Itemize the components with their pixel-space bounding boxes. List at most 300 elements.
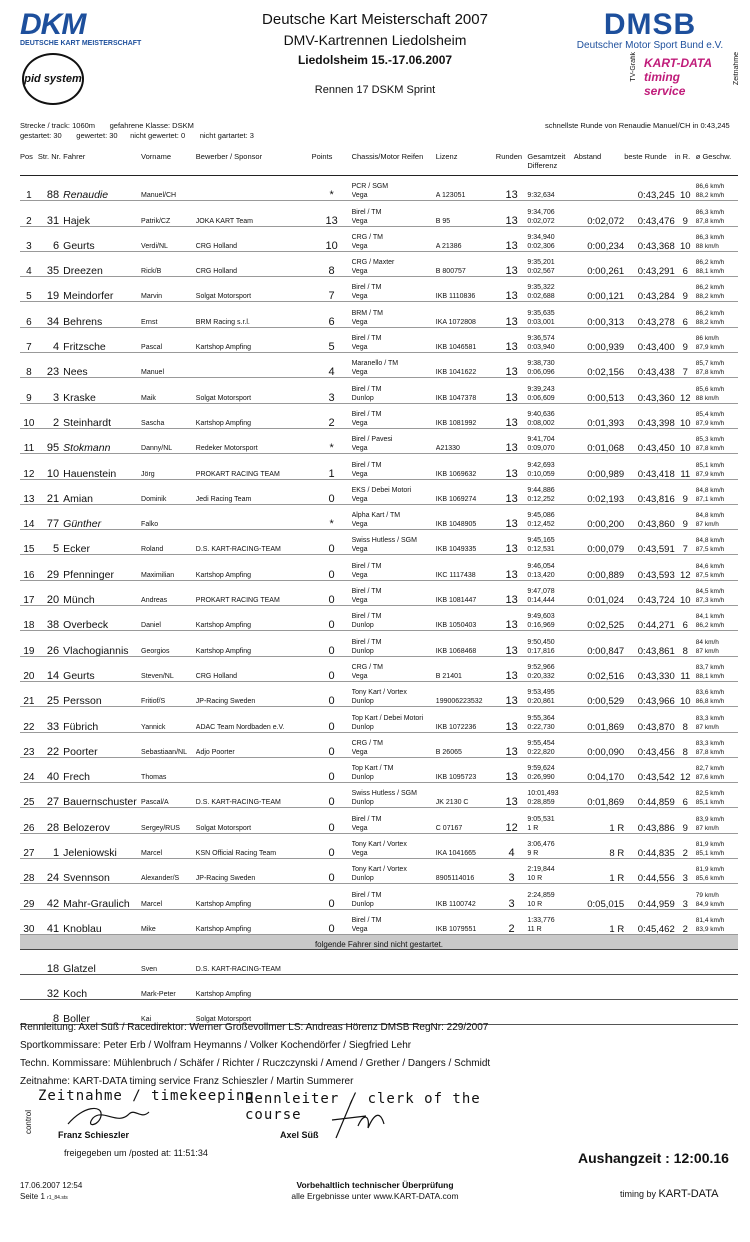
laps: 3 [496, 859, 528, 884]
points: * [312, 176, 352, 201]
best-lap: 0:43,860 [624, 504, 675, 529]
table-row [20, 757, 738, 782]
laps: 13 [496, 353, 528, 378]
officials-line: Techn. Kommissare: Mühlenbruch / Schäfer / Richter / Ruczczynski / Amend / Grether / Dangers / Schmidt [20, 1058, 491, 1069]
total-time [527, 378, 573, 403]
team-name: D.S. KART-RACING-TEAM [196, 783, 312, 808]
speed [696, 353, 738, 378]
driver-name: Amian [63, 479, 141, 504]
points: 5 [312, 327, 352, 352]
license: IKB 1069274 [436, 479, 496, 504]
team-name: Solgat Motorsport [196, 277, 312, 302]
points: 0 [312, 884, 352, 909]
total-time-top: 2:19,844 [527, 866, 555, 874]
team-name: Kartshop Ampfing [196, 974, 738, 999]
points: 6 [312, 302, 352, 327]
license: B 21401 [436, 656, 496, 681]
chassis-tyre-bottom: Vega [351, 242, 368, 250]
chassis-tyre [352, 403, 436, 428]
page-header [200, 10, 550, 98]
timekeeping-label: Zeitnahme / timekeeping [38, 1088, 255, 1104]
position: 7 [20, 327, 38, 352]
team-name: CRG Holland [196, 251, 312, 276]
first-name: Pascal [141, 327, 196, 352]
best-lap: 0:45,462 [624, 909, 675, 934]
race-info [20, 121, 254, 141]
col-license: Lizenz [436, 151, 496, 176]
position: 21 [20, 681, 38, 706]
driver-name: Fübrich [63, 707, 141, 732]
best-lap-number: 12 [675, 757, 696, 782]
speed-bottom: 88 km/h [695, 394, 719, 402]
chassis-tyre-top: Swiss Hutless / SGM [351, 790, 417, 798]
gap: 0:02,156 [574, 353, 625, 378]
speed [696, 504, 738, 529]
total-time [527, 530, 573, 555]
total-time-bottom: 11 R [527, 925, 542, 933]
speed [696, 580, 738, 605]
license: IKB 1110836 [436, 277, 496, 302]
driver-name: Svennson [63, 859, 141, 884]
chassis-tyre-top: Birel / TM [351, 815, 382, 823]
col-team: Bewerber / Sponsor [196, 151, 312, 176]
total-time [527, 757, 573, 782]
speed [696, 226, 738, 251]
chassis-tyre-bottom: Vega [351, 318, 368, 326]
position: 5 [20, 277, 38, 302]
license: IKB 1068468 [436, 631, 496, 656]
gap: 0:01,068 [574, 428, 625, 453]
total-time-bottom: 10 R [527, 900, 543, 908]
license: IKB 1081447 [436, 580, 496, 605]
laps: 13 [496, 757, 528, 782]
total-time [527, 732, 573, 757]
not-started-count: nicht gartartet: 3 [199, 131, 254, 140]
license: IKB 1100742 [436, 884, 496, 909]
start-number: 28 [38, 808, 63, 833]
laps: 13 [496, 732, 528, 757]
points: 0 [312, 606, 352, 631]
speed-top: 83,3 km/h [695, 739, 725, 747]
laps: 13 [496, 504, 528, 529]
chassis-tyre-bottom: Vega [351, 445, 368, 453]
chassis-tyre-bottom: Dunlop [351, 875, 374, 883]
start-number: 19 [38, 277, 63, 302]
speed-bottom: 86,8 km/h [695, 698, 725, 706]
total-time-bottom: 0:16,969 [527, 622, 555, 630]
license: IKB 1081992 [436, 403, 496, 428]
laps: 13 [496, 555, 528, 580]
speed-bottom: 88,2 km/h [695, 318, 725, 326]
laps: 13 [496, 454, 528, 479]
speed-bottom: 85,1 km/h [695, 799, 725, 807]
first-name: Dominik [141, 479, 196, 504]
driver-name: Vlachogiannis [63, 631, 141, 656]
total-time-top: 9:49,603 [527, 613, 555, 621]
chassis-tyre-top: Top Kart / TM [351, 765, 394, 773]
position: 25 [20, 783, 38, 808]
total-time-top: 9:35,322 [527, 284, 555, 292]
start-number: 32 [38, 974, 63, 999]
col-first: Vorname [141, 151, 196, 176]
driver-name: Glatzel [63, 949, 141, 974]
chassis-tyre-bottom: Dunlop [351, 394, 374, 402]
best-lap-number: 9 [675, 277, 696, 302]
race-class: gefahrene Klasse: DSKM [109, 121, 194, 130]
driver-name: Steinhardt [63, 403, 141, 428]
table-row [20, 403, 738, 428]
first-name: Fritiof/S [141, 681, 196, 706]
total-time-bottom: 0:20,332 [527, 672, 555, 680]
table-row [20, 909, 738, 934]
dkm-logo-sub: DEUTSCHE KART MEISTERSCHAFT [20, 40, 142, 47]
best-lap-number: 10 [675, 176, 696, 201]
chassis-tyre-bottom: Vega [351, 470, 368, 478]
position: 2 [20, 201, 38, 226]
kd-mark: KART-DATA timing service [644, 56, 712, 98]
license: B 26065 [436, 732, 496, 757]
total-time-top: 9:59,624 [527, 765, 555, 773]
speed [696, 808, 738, 833]
chassis-tyre-bottom: Dunlop [351, 799, 374, 807]
license: A21330 [436, 428, 496, 453]
chassis-tyre-top: Birel / Pavesi [351, 436, 393, 444]
total-time [527, 504, 573, 529]
total-time-bottom: 0:22,820 [527, 748, 555, 756]
first-name: Sebastiaan/NL [141, 732, 196, 757]
start-number: 25 [38, 681, 63, 706]
not-started-banner [20, 934, 738, 949]
first-name: Mark-Peter [141, 974, 196, 999]
chassis-tyre-top: EKS / Debei Motori [351, 486, 412, 494]
driver-name: Günther [63, 504, 141, 529]
speed-top: 86,3 km/h [695, 233, 725, 241]
position: 24 [20, 757, 38, 782]
driver-name: Geurts [63, 656, 141, 681]
col-total: Gesamtzeit Differenz [527, 151, 573, 176]
best-lap: 0:43,456 [624, 732, 675, 757]
total-time [527, 403, 573, 428]
start-number: 24 [38, 859, 63, 884]
franz-name: Franz Schieszler [58, 1130, 130, 1140]
chassis-tyre [352, 555, 436, 580]
chassis-tyre [352, 656, 436, 681]
best-lap: 0:43,284 [624, 277, 675, 302]
chassis-tyre-top: Tony Kart / Vortex [351, 689, 407, 697]
speed-bottom: 87,5 km/h [695, 571, 725, 579]
total-time [527, 783, 573, 808]
total-time [527, 327, 573, 352]
total-time-bottom: 0:12,452 [527, 521, 555, 529]
team-name: JP-Racing Sweden [196, 681, 312, 706]
team-name: JP-Racing Sweden [196, 859, 312, 884]
chassis-tyre-bottom: Vega [351, 419, 368, 427]
laps: 13 [496, 707, 528, 732]
chassis-tyre [352, 580, 436, 605]
total-time-top: 3:06,476 [527, 841, 555, 849]
first-name: Marvin [141, 277, 196, 302]
speed-top: 84,8 km/h [695, 512, 725, 520]
first-name: Sascha [141, 403, 196, 428]
chassis-tyre [352, 226, 436, 251]
laps: 13 [496, 783, 528, 808]
page-number: Seite 1 [20, 1192, 45, 1201]
speed-top: 81,9 km/h [695, 866, 725, 874]
table-row [20, 428, 738, 453]
laps: 13 [496, 277, 528, 302]
chassis-tyre-top: Birel / TM [351, 410, 382, 418]
speed-top: 86,2 km/h [695, 309, 725, 317]
first-name: Sergey/RUS [141, 808, 196, 833]
chassis-tyre-top: Maranello / TM [351, 360, 399, 368]
chassis-tyre [352, 631, 436, 656]
speed-top: 86 km/h [695, 335, 719, 343]
best-lap: 0:43,368 [624, 226, 675, 251]
driver-name: Mahr-Graulich [63, 884, 141, 909]
total-time [527, 555, 573, 580]
speed [696, 681, 738, 706]
speed [696, 833, 738, 858]
officials-line: Zeitnahme: KART-DATA timing service Franz Schieszler / Martin Summerer [20, 1076, 354, 1087]
gap: 0:00,939 [574, 327, 625, 352]
col-gap: Abstand [574, 151, 625, 176]
speed [696, 277, 738, 302]
total-time [527, 707, 573, 732]
total-time-bottom: 0:08,002 [527, 419, 555, 427]
dmsb-logo [565, 10, 735, 51]
best-lap-number: 9 [675, 504, 696, 529]
chassis-tyre [352, 302, 436, 327]
speed-top: 86,6 km/h [695, 183, 725, 191]
laps: 13 [496, 530, 528, 555]
start-number: 3 [38, 378, 63, 403]
best-lap: 0:44,556 [624, 859, 675, 884]
event-date: Liedolsheim 15.-17.06.2007 [297, 53, 453, 67]
print-date: 17.06.2007 12:54 [20, 1181, 83, 1190]
laps: 13 [496, 378, 528, 403]
driver-name: Bauernschuster [63, 783, 141, 808]
chassis-tyre-bottom: Vega [351, 369, 368, 377]
speed [696, 631, 738, 656]
driver-name: Hajek [63, 201, 141, 226]
speed-top: 82,5 km/h [695, 790, 725, 798]
best-lap-number: 12 [675, 378, 696, 403]
position: 30 [20, 909, 38, 934]
total-time [527, 479, 573, 504]
chassis-tyre [352, 428, 436, 453]
table-row [20, 555, 738, 580]
gap: 0:01,869 [574, 783, 625, 808]
speed [696, 302, 738, 327]
best-lap: 0:43,870 [624, 707, 675, 732]
first-name: Thomas [141, 757, 196, 782]
chassis-tyre [352, 757, 436, 782]
fastest-lap: schnellste Runde von Renaudie Manuel/CH in 0:43,245 [545, 121, 730, 130]
position: 17 [20, 580, 38, 605]
dkm-logo [20, 10, 150, 47]
chassis-tyre-bottom: Vega [351, 268, 368, 276]
chassis-tyre [352, 353, 436, 378]
points: 4 [312, 353, 352, 378]
best-lap: 0:43,418 [624, 454, 675, 479]
speed-bottom: 87 km/h [695, 647, 719, 655]
results-url: alle Ergebnisse unter www.KART-DATA.com [291, 1191, 459, 1201]
first-name: Andreas [141, 580, 196, 605]
first-name: Marcel [141, 833, 196, 858]
best-lap-number: 10 [675, 681, 696, 706]
dmsb-logo-word: DMSB [603, 8, 697, 41]
best-lap: 0:43,245 [624, 176, 675, 201]
chassis-tyre [352, 732, 436, 757]
gap: 0:00,513 [574, 378, 625, 403]
best-lap-number: 7 [675, 353, 696, 378]
total-time-bottom: 0:02,072 [527, 217, 555, 225]
speed-bottom: 87,8 km/h [695, 217, 725, 225]
driver-name: Jeleniowski [63, 833, 141, 858]
speed-top: 86,3 km/h [695, 208, 725, 216]
axel-signature [328, 1094, 388, 1144]
team-name: Kartshop Ampfing [196, 631, 312, 656]
gap: 0:01,393 [574, 403, 625, 428]
first-name: Mike [141, 909, 196, 934]
total-time-top: 2:24,859 [527, 891, 555, 899]
points: * [312, 504, 352, 529]
chassis-tyre-bottom: Vega [351, 344, 368, 352]
dns-row [20, 974, 738, 999]
laps: 13 [496, 327, 528, 352]
points: 0 [312, 656, 352, 681]
total-time-bottom: 0:10,059 [527, 470, 555, 478]
speed [696, 327, 738, 352]
table-row [20, 732, 738, 757]
driver-name: Renaudie [63, 176, 141, 201]
dmsb-logo-sub: Deutscher Motor Sport Bund e.V. [576, 40, 724, 51]
best-lap: 0:43,278 [624, 302, 675, 327]
speed-bottom: 87,6 km/h [695, 774, 725, 782]
results-table [20, 151, 738, 1025]
points: 10 [312, 226, 352, 251]
first-name: Georgios [141, 631, 196, 656]
total-time-bottom: 0:06,096 [527, 369, 555, 377]
chassis-tyre-bottom: Dunlop [351, 647, 374, 655]
points: 0 [312, 479, 352, 504]
start-number: 41 [38, 909, 63, 934]
chassis-tyre-top: Birel / TM [351, 461, 382, 469]
table-row [20, 808, 738, 833]
team-name: Kartshop Ampfing [196, 909, 312, 934]
speed-top: 84,6 km/h [695, 562, 725, 570]
total-time [527, 277, 573, 302]
team-name: Kartshop Ampfing [196, 403, 312, 428]
total-time-bottom: 0:02,688 [527, 293, 555, 301]
chassis-tyre [352, 504, 436, 529]
team-name: BRM Racing s.r.l. [196, 302, 312, 327]
speed-bottom: 84,9 km/h [695, 900, 725, 908]
speed-bottom: 87,3 km/h [695, 597, 725, 605]
position: 6 [20, 302, 38, 327]
speed-bottom: 87,8 km/h [695, 445, 725, 453]
chassis-tyre-bottom: Vega [351, 521, 368, 529]
team-name [196, 176, 312, 201]
total-time-top: 9:46,054 [527, 562, 555, 570]
team-name: Kartshop Ampfing [196, 606, 312, 631]
points: 0 [312, 580, 352, 605]
total-time-bottom: 0:12,252 [527, 495, 555, 503]
speed-bottom: 85,1 km/h [695, 850, 725, 858]
points: 0 [312, 732, 352, 757]
best-lap-number: 10 [675, 403, 696, 428]
best-lap-number: 9 [675, 201, 696, 226]
speed-bottom: 87,1 km/h [695, 495, 725, 503]
start-number: 8 [38, 999, 63, 1024]
start-number: 34 [38, 302, 63, 327]
points: 8 [312, 251, 352, 276]
speed-top: 86,2 km/h [695, 259, 725, 267]
col-no: Str. Nr. [38, 151, 63, 176]
best-lap-number: 9 [675, 479, 696, 504]
gap: 1 R [574, 808, 625, 833]
total-time [527, 454, 573, 479]
total-time-bottom: 0:13,420 [527, 571, 555, 579]
laps: 13 [496, 302, 528, 327]
start-number: 23 [38, 353, 63, 378]
chassis-tyre-top: BRM / TM [351, 309, 383, 317]
table-row [20, 859, 738, 884]
position: 29 [20, 884, 38, 909]
points: 0 [312, 530, 352, 555]
position [20, 949, 38, 974]
speed-top: 83,9 km/h [695, 815, 725, 823]
position: 26 [20, 808, 38, 833]
table-row [20, 606, 738, 631]
start-number: 27 [38, 783, 63, 808]
driver-name: Behrens [63, 302, 141, 327]
team-name: CRG Holland [196, 656, 312, 681]
first-name: Pascal/A [141, 783, 196, 808]
chassis-tyre-bottom: Vega [351, 824, 368, 832]
chassis-tyre-bottom: Vega [351, 672, 368, 680]
chassis-tyre-bottom: Vega [351, 546, 368, 554]
driver-name: Stokmann [63, 428, 141, 453]
first-name: Kai [141, 999, 196, 1024]
license: 199006223532 [436, 681, 496, 706]
chassis-tyre [352, 783, 436, 808]
laps: 13 [496, 580, 528, 605]
position: 28 [20, 859, 38, 884]
team-name: Kartshop Ampfing [196, 555, 312, 580]
best-lap: 0:43,291 [624, 251, 675, 276]
position: 1 [20, 176, 38, 201]
col-pos: Pos [20, 151, 38, 176]
total-time [527, 580, 573, 605]
points: 0 [312, 833, 352, 858]
team-name: Solgat Motorsport [196, 808, 312, 833]
start-number: 38 [38, 606, 63, 631]
col-chassis: Chassis/Motor Reifen [352, 151, 436, 176]
start-number: 1 [38, 833, 63, 858]
total-time-bottom: 0:06,609 [527, 394, 555, 402]
table-row [20, 479, 738, 504]
chassis-tyre-top: Birel / TM [351, 613, 382, 621]
chassis-tyre-top: Birel / TM [351, 891, 382, 899]
clerk-label: Rennleiter / clerk of the course [245, 1091, 481, 1123]
speed [696, 707, 738, 732]
race-title: Rennen 17 DSKM Sprint [314, 84, 436, 96]
gap: 0:00,847 [574, 631, 625, 656]
total-time-top: 9:53,495 [527, 689, 555, 697]
points: 0 [312, 909, 352, 934]
speed [696, 783, 738, 808]
